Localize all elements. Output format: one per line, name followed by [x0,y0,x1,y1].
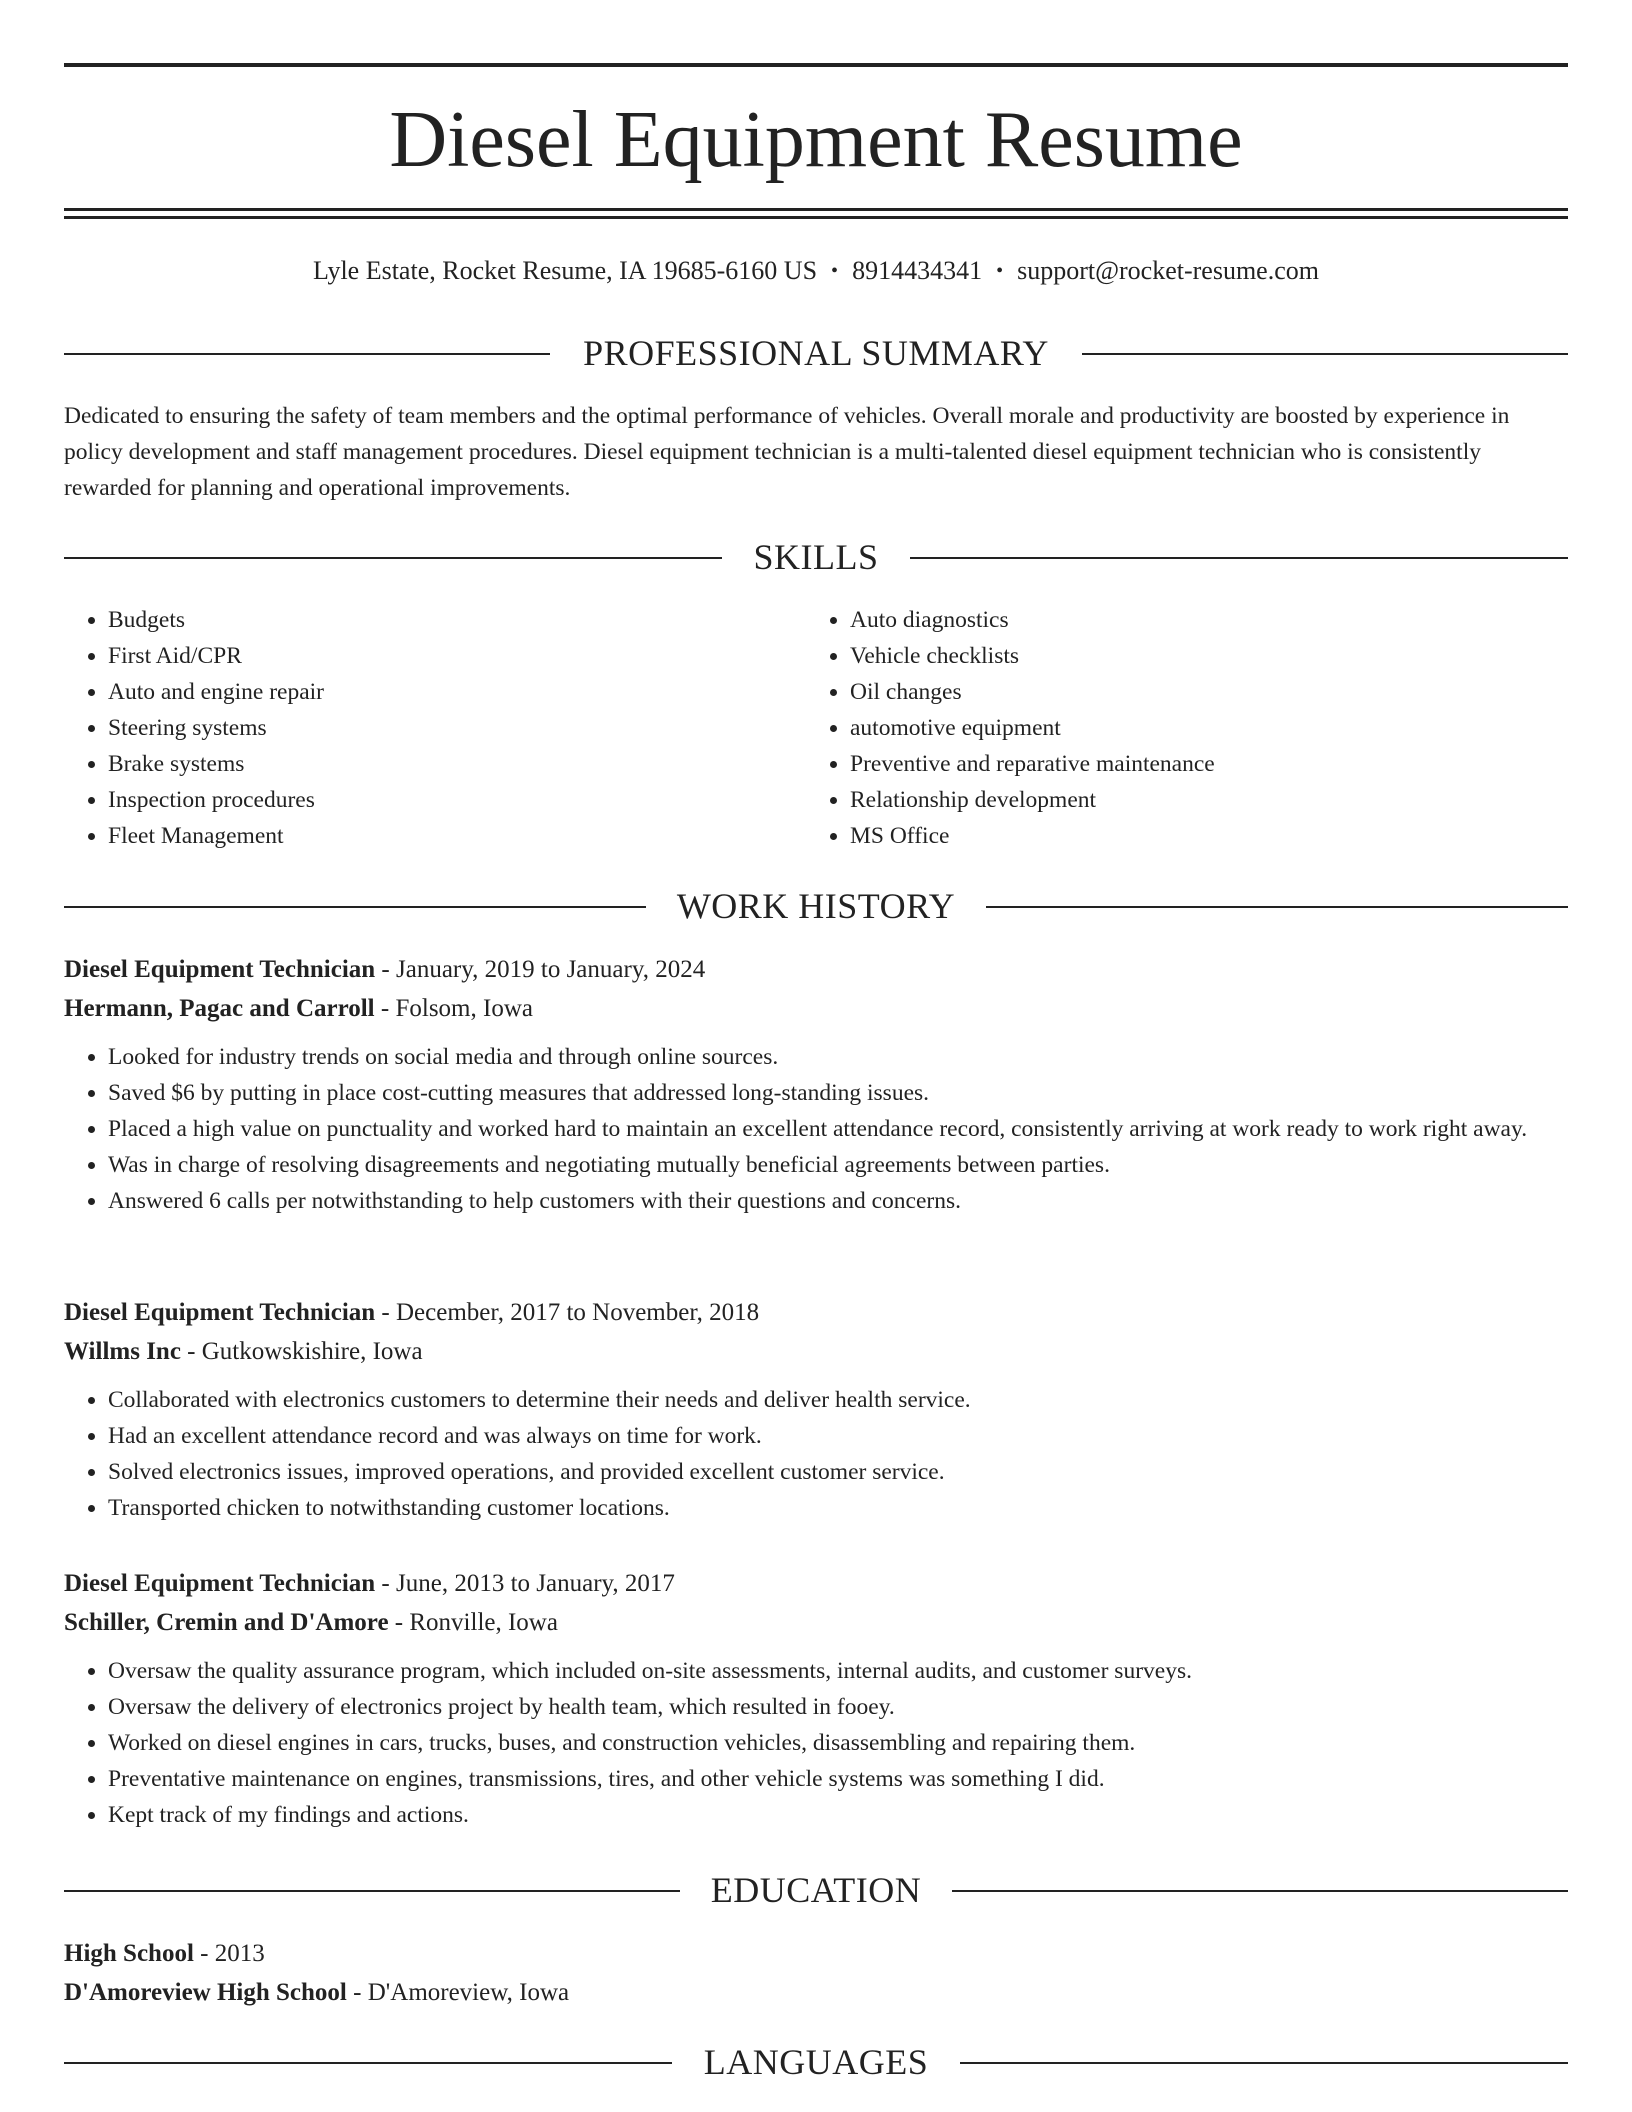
skill-item: • MS Office [850,818,1506,854]
job-bullet: • Oversaw the quality assurance program, which included on-site assessments, internal audits, and customer surveys. [108,1653,1568,1689]
job-location: - Folsom, Iowa [374,995,533,1022]
skills-column-left [64,602,764,854]
divider-line [1082,353,1568,355]
education-school [64,1973,1568,2012]
graduation-year: - 2013 [193,1940,265,1967]
summary-text: Dedicated to ensuring the safety of team members and the optimal performance of vehicles. Overall morale and productivity are boosted by experience in policy development and staff management procedures. Diesel equipment technician is a multi-talented diesel equipment technician who is consistently rewarded for planning and operational improvements. [64,403,1510,501]
skill-item: • Fleet Management [108,818,764,854]
skill-item: • Relationship development [850,782,1506,818]
job-location: - Ronville, Iowa [388,1609,558,1636]
skill-item: • Preventive and reparative maintenance [850,746,1506,782]
skill-item: • Inspection procedures [108,782,764,818]
job-title: Diesel Equipment Technician [64,1570,376,1597]
job-bullet: • Kept track of my findings and actions. [108,1797,1568,1833]
contact-line [64,253,1568,291]
skill-item: • Budgets [108,602,764,638]
job-bullets [64,1382,1568,1526]
school-location: - D'Amoreview, Iowa [346,1979,570,2006]
job-dates: - June, 2013 to January, 2017 [375,1570,675,1597]
section-title-languages: LANGUAGES [703,2042,929,2082]
job-title: Diesel Equipment Technician [64,1299,376,1326]
resume-title: Diesel Equipment Resume [389,96,1243,184]
job-heading [64,1293,1568,1332]
job-bullet: • Answered 6 calls per notwithstanding to help customers with their questions and concerns. [108,1183,1568,1219]
job-bullet: • Transported chicken to notwithstanding customer locations. [108,1490,1568,1526]
job-bullet: • Oversaw the delivery of electronics project by health team, which resulted in fooey. [108,1689,1568,1725]
divider-line [986,906,1568,908]
title-rule-upper [64,208,1568,211]
title-rule-lower [64,216,1568,219]
divider-line [960,2062,1568,2064]
contact-phone: 8914434341 [852,256,983,285]
job-bullet: • Solved electronics issues, improved operations, and provided excellent customer service. [108,1454,1568,1490]
company-name: Hermann, Pagac and Carroll [64,995,375,1022]
skill-item: • Oil changes [850,674,1506,710]
job-location: - Gutkowskishire, Iowa [180,1338,423,1365]
contact-separator: • [996,260,1004,282]
job-title: Diesel Equipment Technician [64,956,376,983]
education-heading [64,1934,1568,1973]
job-bullets [64,1039,1568,1219]
section-header-work [64,884,1568,928]
divider-line [952,1890,1568,1892]
job-bullet: • Placed a high value on punctuality and worked hard to maintain an excellent attendance record, consistently arriving at work ready to work right away. [108,1111,1568,1147]
job-employer [64,989,1568,1028]
contact-address: Lyle Estate, Rocket Resume, IA 19685-6160 US [313,256,818,285]
company-name: Schiller, Cremin and D'Amore [64,1609,389,1636]
section-title-skills: SKILLS [753,537,879,577]
section-header-summary [64,331,1568,375]
section-header-education [64,1868,1568,1912]
contact-email: support@rocket-resume.com [1017,256,1319,285]
job-bullet: • Had an excellent attendance record and was always on time for work. [108,1418,1568,1454]
skill-item: • Auto and engine repair [108,674,764,710]
section-title-work: WORK HISTORY [676,886,956,926]
contact-separator: • [831,260,839,282]
job-entry [64,1564,1568,1833]
section-header-skills [64,535,1568,579]
job-bullet: • Looked for industry trends on social media and through online sources. [108,1039,1568,1075]
job-heading [64,1564,1568,1603]
job-dates: - January, 2019 to January, 2024 [375,956,706,983]
job-entry [64,1293,1568,1526]
school-name: D'Amoreview High School [64,1979,347,2006]
skill-item: • Brake systems [108,746,764,782]
job-entry [64,950,1568,1219]
top-rule [64,63,1568,67]
job-bullet: • Collaborated with electronics customers to determine their needs and deliver health service. [108,1382,1568,1418]
skill-item: • Steering systems [108,710,764,746]
section-title-summary: PROFESSIONAL SUMMARY [583,333,1049,373]
section-header-languages [64,2040,1568,2084]
divider-line [910,557,1568,559]
skill-item: • Auto diagnostics [850,602,1506,638]
skill-item: • automotive equipment [850,710,1506,746]
skills-column-right [806,602,1506,854]
job-dates: - December, 2017 to November, 2018 [375,1299,760,1326]
degree: High School [64,1940,194,1967]
education-entry [64,1934,1568,2023]
job-bullets [64,1653,1568,1833]
job-bullet: • Preventative maintenance on engines, transmissions, tires, and other vehicle systems was something I did. [108,1761,1568,1797]
skill-item: • Vehicle checklists [850,638,1506,674]
skill-item: • First Aid/CPR [108,638,764,674]
job-bullet: • Worked on diesel engines in cars, trucks, buses, and construction vehicles, disassembling and repairing them. [108,1725,1568,1761]
company-name: Willms Inc [64,1338,181,1365]
section-title-education: EDUCATION [710,1870,922,1910]
job-bullet: • Was in charge of resolving disagreements and negotiating mutually beneficial agreements between parties. [108,1147,1568,1183]
job-bullet: • Saved $6 by putting in place cost-cutting measures that addressed long-standing issues. [108,1075,1568,1111]
job-employer [64,1603,1568,1642]
job-heading [64,950,1568,989]
job-employer [64,1332,1568,1371]
